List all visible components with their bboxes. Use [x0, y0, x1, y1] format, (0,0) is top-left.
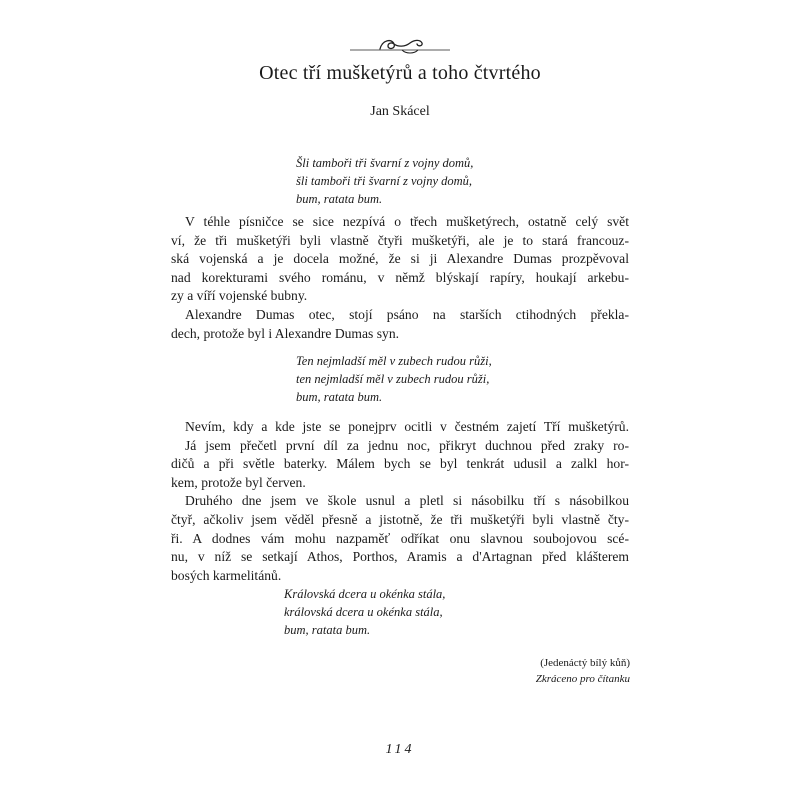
- source-note: Zkráceno pro čítanku: [535, 673, 630, 685]
- verse-line: ten nejmladší měl v zubech rudou růži,: [296, 372, 490, 386]
- prose-line: ská vojenská a je docela možné, že si ji Alexandre Dumas prozpěvoval: [171, 251, 629, 267]
- prose-line: nad korekturami svého románu, v němž blýskají rapíry, houkají arkebu-: [171, 269, 629, 285]
- flourish-ornament-icon: [350, 30, 450, 60]
- verse-line: Královská dcera u okénka stála,: [284, 587, 446, 601]
- page-number: 114: [385, 742, 415, 757]
- prose-line: zy a víří vojenské bubny.: [171, 288, 308, 304]
- prose-line: kem, protože byl červen.: [171, 474, 306, 490]
- author-name: Jan Skácel: [370, 104, 430, 119]
- source-work: (Jedenáctý bílý kůň): [540, 657, 630, 669]
- verse-line: Šli tamboři tři švarní z vojny domů,: [296, 156, 474, 170]
- verse-line: bum, ratata bum.: [296, 192, 383, 206]
- page-title: Otec tří mušketýrů a toho čtvrtého: [259, 62, 541, 84]
- prose-line: Alexandre Dumas otec, stojí psáno na starších ctihodných překla-: [185, 306, 629, 322]
- prose-line: nu, v níž se setkají Athos, Porthos, Aramis a d'Artagnan před klášterem: [171, 549, 629, 565]
- verse-line: šli tamboři tři švarní z vojny domů,: [296, 174, 473, 188]
- prose-line: ři. A dodnes vám mohu nazpaměť odříkat onu slavnou soubojovou scé-: [171, 530, 629, 546]
- prose-line: Já jsem přečetl první díl za jednu noc, přikryt duchnou před zraky ro-: [185, 437, 629, 453]
- prose-paragraph-block: [171, 418, 629, 585]
- verse-line: bum, ratata bum.: [296, 390, 383, 404]
- prose-paragraph-block: [171, 213, 629, 343]
- prose-line: dičů a při světle baterky. Málem bych se byl tenkrát udusil a zalkl hor-: [171, 456, 629, 472]
- verse-line: Ten nejmladší měl v zubech rudou růži,: [296, 354, 492, 368]
- verse-stanza: [296, 352, 492, 406]
- verse-stanza: [284, 585, 445, 639]
- verse-stanza: [296, 154, 473, 208]
- prose-line: V téhle písničce se sice nezpívá o třech mušketýrech, ostatně celý svět: [185, 214, 629, 229]
- prose-line: dech, protože byl i Alexandre Dumas syn.: [171, 325, 400, 341]
- source-citation: [536, 655, 630, 687]
- prose-line: bosých karmelitánů.: [171, 567, 282, 583]
- prose-line: ví, že tři mušketýři byli vlastně čtyři mušketýři, ale je to stará francouz-: [171, 232, 629, 248]
- prose-line: Nevím, kdy a kde jste se ponejprv ocitli v čestném zajetí Tří mušketýrů.: [185, 419, 629, 434]
- verse-line: bum, ratata bum.: [284, 623, 371, 637]
- prose-line: čtyř, ačkoliv jsem věděl přesně a jistotně, že tři mušketýři byli vlastně čty-: [171, 511, 629, 527]
- prose-line: Druhého dne jsem ve škole usnul a pletl si násobilku tří s násobilkou: [185, 493, 629, 509]
- verse-line: královská dcera u okénka stála,: [284, 605, 443, 619]
